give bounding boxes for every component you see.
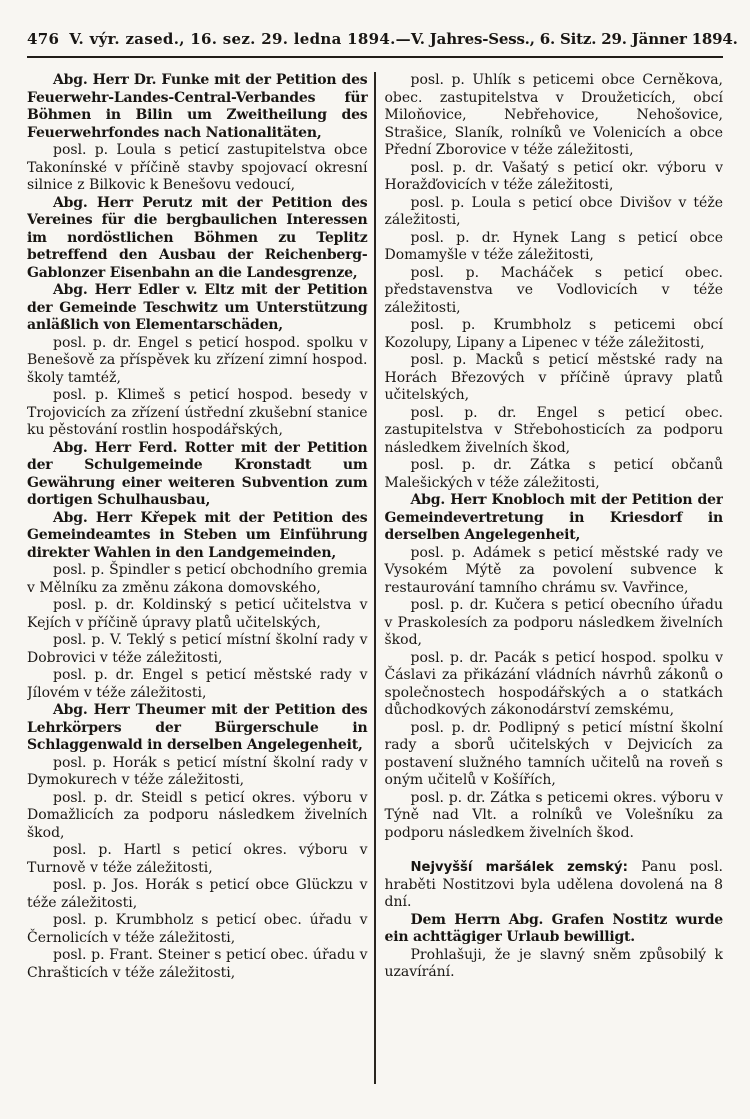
paragraph: posl. p. Frant. Steiner s peticí obec. úřadu v Chrašticích v téže záležitosti, <box>27 947 368 981</box>
paragraph: Dem Herrn Abg. Grafen Nostitz wurde ein achttägiger Urlaub bewilligt. <box>384 911 723 945</box>
paragraph: posl. p. dr. Zátka s peticemi okres. výboru v Týně nad Vlt. a rolníků ve Volešníku za podporu následkem živelních škod. <box>384 789 723 841</box>
paragraph: posl. p. dr. Pacák s peticí hospod. spolku v Čáslavi za přikázání vládních návrhů zákonů o společnostech hospodářských a o statkách důchodkových zákonodárství zemskému, <box>384 649 723 718</box>
paragraph: posl. p. dr. Hynek Lang s peticí obce Domamyšle v téže záležitosti, <box>384 229 723 263</box>
paragraph: posl. p. Macků s peticí městské rady na Horách Březových v příčině úpravy platů učitelských, <box>384 352 723 403</box>
header-rule <box>27 56 723 58</box>
paragraph: Abg. Herr Knobloch mit der Petition der Gemeindevertretung in Kriesdorf in derselben Angelegenheit, <box>384 492 723 543</box>
paragraph: Abg. Herr Ferd. Rotter mit der Petition der Schulgemeinde Kronstadt um Gewährung einer weiteren Subvention zum dortigen Schulhausbau, <box>27 439 368 508</box>
paragraph: posl. p. Loula s peticí obce Divišov v téže záležitosti, <box>384 194 723 228</box>
paragraph: posl. p. dr. Koldinský s peticí učitelstva v Kejích v příčině úpravy platů učitelských, <box>27 597 368 631</box>
page-header <box>27 30 738 48</box>
paragraph: posl. p. V. Teklý s peticí místní školní rady v Dobrovici v téže záležitosti, <box>27 632 368 666</box>
paragraph: posl. p. Klimeš s peticí hospod. besedy v Trojovicích za zřízení ústřední zkušební stanice ku pěstování rostlin hospodářských, <box>27 387 368 438</box>
paragraph: posl. p. Loula s peticí zastupitelstva obce Takonínské v příčině stavby spojovací okresní silnice z Bilkovic k Benešovu vedoucí, <box>27 142 368 193</box>
header-dash: — <box>395 30 411 48</box>
paragraph: Abg. Herr Edler v. Eltz mit der Petition der Gemeinde Teschwitz um Unterstützung anläßlich von Elementarschäden, <box>27 282 368 333</box>
paragraph: posl. p. dr. Zátka s peticí občanů Malešických v téže záležitosti, <box>384 457 723 491</box>
header-session-czech: V. výr. zased., 16. sez. 29. ledna 1894. <box>69 30 396 48</box>
paragraph: posl. p. dr. Engel s peticí obec. zastupitelstva v Střebohosticích za podporu následkem živelních škod, <box>384 404 723 456</box>
paragraph: posl. p. dr. Engel s peticí hospod. spolku v Benešově za příspěvek ku zřízení zimní hospod. školy tamtéž, <box>27 334 368 386</box>
text-columns <box>27 72 723 1091</box>
header-session-german: V. Jahres-Sess., 6. Sitz. 29. Jänner 1894. <box>410 30 738 48</box>
paragraph: posl. p. dr. Vašatý s peticí okr. výboru v Horažďovicích v téže záležitosti, <box>384 159 723 193</box>
paragraph: posl. p. Adámek s peticí městské rady ve Vysokém Mýtě za povolení subvence k restaurování tamního chrámu sv. Vavřince, <box>384 544 723 596</box>
paragraph: Abg. Herr Perutz mit der Petition des Vereines für die bergbaulichen Interessen im nordöstlichen Böhmen zu Teplitz betreffend den Ausbau der Reichenberg-Gablonzer Eisenbahn an die Landesgrenze, <box>27 194 368 281</box>
paragraph: Abg. Herr Dr. Funke mit der Petition des Feuerwehr-Landes-Central-Verbandes für Böhmen in Bilin um Zweitheilung des Feuerwehrfondes nach Nationalitäten, <box>27 72 368 141</box>
paragraph: Abg. Herr Křepek mit der Petition des Gemeindeamtes in Steben um Einführung direkter Wahlen in den Landgemeinden, <box>27 509 368 561</box>
column-left <box>27 72 374 1091</box>
paragraph: posl. p. Krumbholz s peticí obec. úřadu v Černolicích v téže záležitosti, <box>27 912 368 946</box>
paragraph: Prohlašuji, že je slavný sněm způsobilý k uzavírání. <box>384 946 723 980</box>
paragraph: posl. p. Jos. Horák s peticí obce Glückzu v téže záležitosti, <box>27 877 368 911</box>
paragraph: posl. p. dr. Kučera s peticí obecního úřadu v Praskolesích za podporu následkem živelních škod, <box>384 597 723 648</box>
paragraph: Abg. Herr Theumer mit der Petition des Lehrkörpers der Bürgerschule in Schlaggenwald in derselben Angelegenheit, <box>27 702 368 753</box>
paragraph: posl. p. Uhlík s peticemi obce Cerněkova, obec. zastupitelstva v Droužeticích, obcí Miloňovice, Nebřehovice, Nehošovice, Strašice, Slaník, rolníků ve Volenicích a obce Přední Zborovice v téže záležitosti, <box>384 72 723 158</box>
paragraph: posl. p. Horák s peticí místní školní rady v Dymokurech v téže záležitosti, <box>27 754 368 788</box>
paragraph: Nejvyšší maršálek zemský: Panu posl. hraběti Nostitzovi byla udělena dovolená na 8 dní. <box>384 859 723 910</box>
paragraph: posl. p. dr. Engel s peticí městské rady v Jílovém v téže záležitosti, <box>27 667 368 701</box>
paragraph: posl. p. dr. Steidl s peticí okres. výboru v Domažlicích za podporu následkem živelních škod, <box>27 789 368 841</box>
paragraph: posl. p. Špindler s peticí obchodního gremia v Mělníku za změnu zákona domovského, <box>27 562 368 596</box>
paragraph: posl. p. Hartl s peticí okres. výboru v Turnově v téže záležitosti, <box>27 842 368 876</box>
paragraph-lead: Nejvyšší maršálek zemský: <box>410 860 642 875</box>
page-number: 476 <box>27 30 60 48</box>
paragraph: posl. p. Macháček s peticí obec. představenstva ve Vodlovicích v téže záležitosti, <box>384 264 723 316</box>
paragraph: posl. p. dr. Podlipný s peticí místní školní rady a sborů učitelských v Dejvicích za postavení služného tamních učitelů na roveň s oným učitelů v Košířích, <box>384 719 723 788</box>
column-right <box>376 72 724 1091</box>
paragraph: posl. p. Krumbholz s peticemi obcí Kozolupy, Lipany a Lipenec v téže záležitosti, <box>384 317 723 351</box>
